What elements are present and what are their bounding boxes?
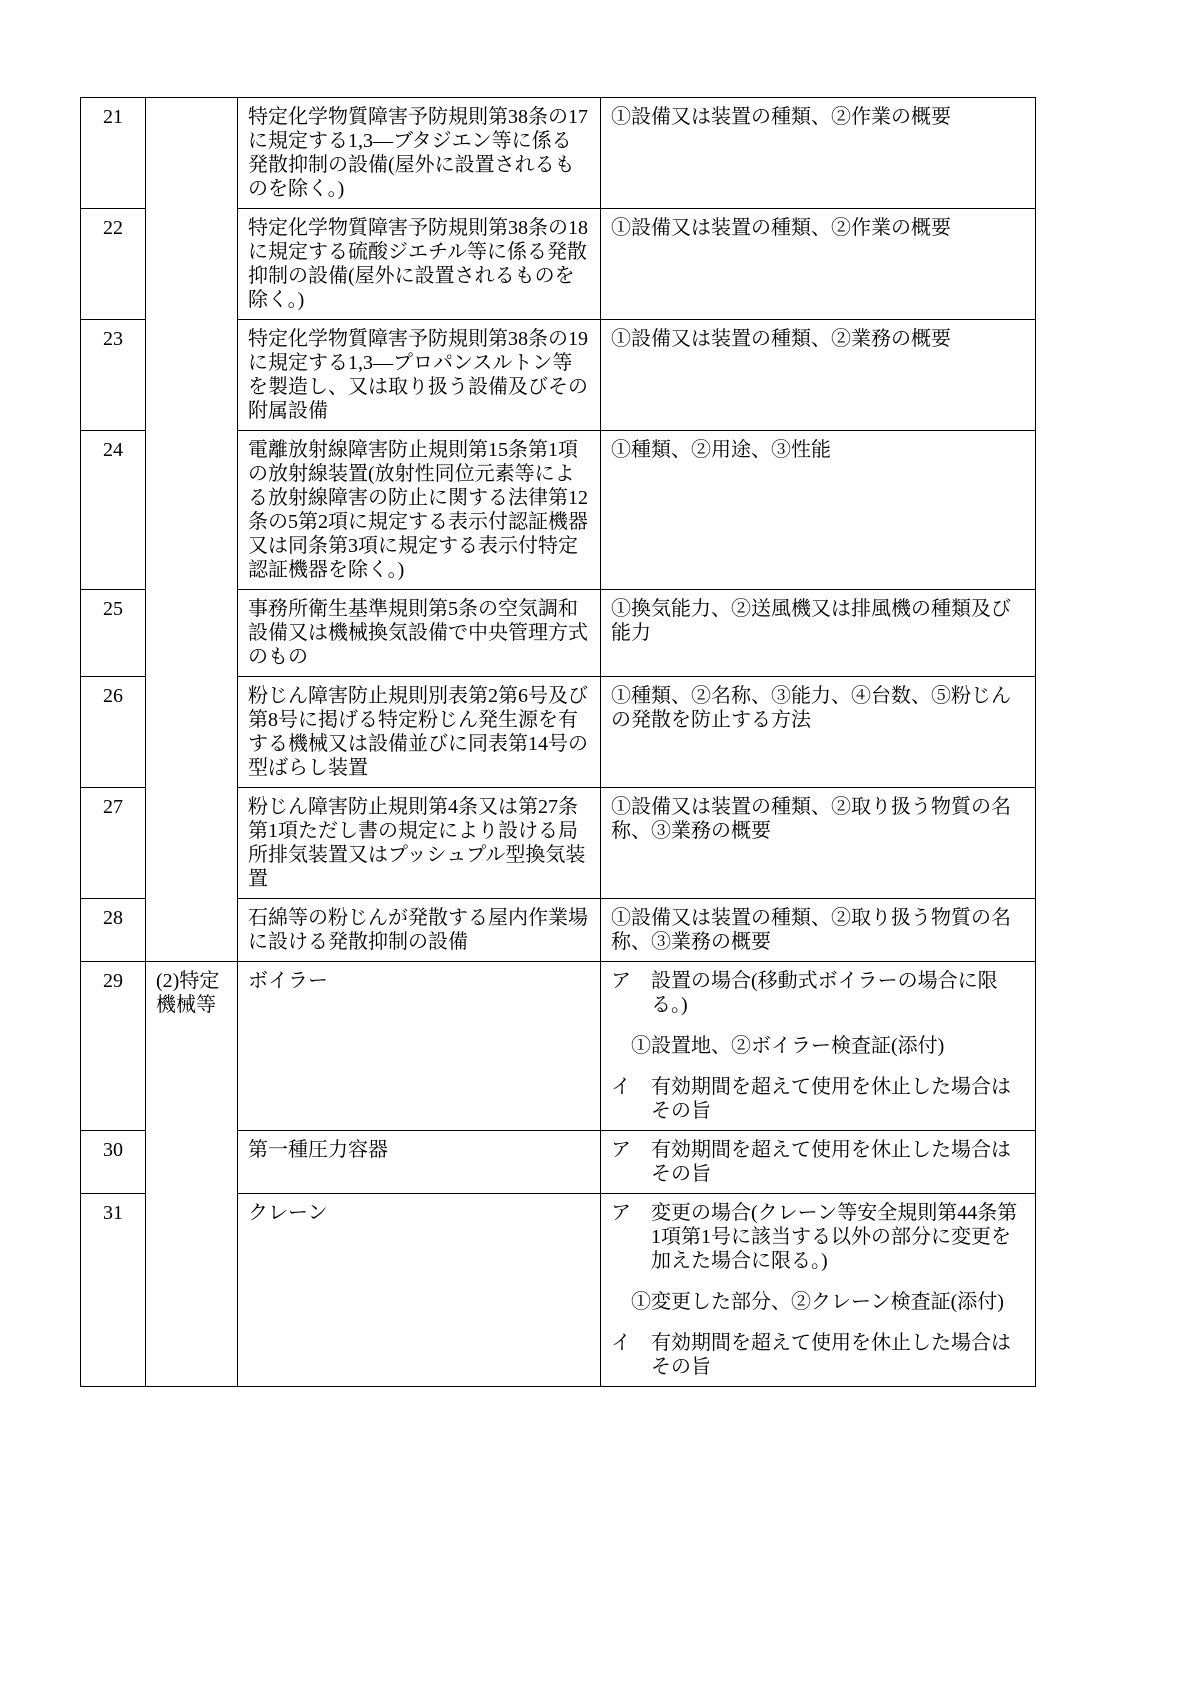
requirements-cell <box>601 431 1036 590</box>
item-cell: 特定化学物質障害予防規則第38条の17に規定する1,3―ブタジエン等に係る発散抑制の設備(屋外に設置されるものを除く。) <box>238 98 601 209</box>
requirement-paragraph: ①変更した部分、②クレーン検査証(添付) <box>631 1291 1004 1313</box>
row-number: 28 <box>81 899 146 962</box>
row-number: 21 <box>81 98 146 209</box>
category-cell <box>146 98 238 962</box>
requirement-paragraph: ①設備又は装置の種類、②取り扱う物質の名称、③業務の概要 <box>611 907 1011 953</box>
requirement-paragraph: ①設置地、②ボイラー検査証(添付) <box>631 1035 945 1057</box>
table-row <box>81 962 1036 1131</box>
row-number: 31 <box>81 1194 146 1387</box>
requirement-paragraph: ①種類、②名称、③能力、④台数、⑤粉じんの発散を防止する方法 <box>611 685 1011 731</box>
row-number: 29 <box>81 962 146 1131</box>
requirements-cell <box>601 677 1036 788</box>
category-cell: (2)特定機械等 <box>146 962 238 1387</box>
item-cell: 電離放射線障害防止規則第15条第1項の放射線装置(放射性同位元素等による放射線障害の防止に関する法律第12条の5第2項に規定する表示付認証機器又は同条第3項に規定する表示付特定認証機器を除く。) <box>238 431 601 590</box>
requirements-cell <box>601 209 1036 320</box>
requirement-paragraph: ①設備又は装置の種類、②作業の概要 <box>611 217 951 239</box>
item-cell: 石綿等の粉じんが発散する屋内作業場に設ける発散抑制の設備 <box>238 899 601 962</box>
row-number: 22 <box>81 209 146 320</box>
row-number: 26 <box>81 677 146 788</box>
requirement-paragraph: ①設備又は装置の種類、②取り扱う物質の名称、③業務の概要 <box>611 796 1011 842</box>
requirements-cell <box>601 320 1036 431</box>
item-cell: 粉じん障害防止規則別表第2第6号及び第8号に掲げる特定粉じん発生源を有する機械又は設備並びに同表第14号の型ばらし装置 <box>238 677 601 788</box>
requirements-cell <box>601 98 1036 209</box>
requirement-paragraph: ①設備又は装置の種類、②作業の概要 <box>611 106 951 128</box>
requirement-paragraph: ①換気能力、②送風機又は排風機の種類及び能力 <box>611 598 1011 644</box>
row-number: 30 <box>81 1131 146 1194</box>
item-cell: 粉じん障害防止規則第4条又は第27条第1項ただし書の規定により設ける局所排気装置又はプッシュプル型換気装置 <box>238 788 601 899</box>
row-number: 24 <box>81 431 146 590</box>
requirements-cell <box>601 899 1036 962</box>
requirements-cell <box>601 962 1036 1131</box>
item-cell: ボイラー <box>238 962 601 1131</box>
item-cell: 特定化学物質障害予防規則第38条の18に規定する硫酸ジエチル等に係る発散抑制の設備(屋外に設置されるものを除く。) <box>238 209 601 320</box>
requirements-cell <box>601 590 1036 677</box>
item-cell: 事務所衛生基準規則第5条の空気調和設備又は機械換気設備で中央管理方式のもの <box>238 590 601 677</box>
row-number: 25 <box>81 590 146 677</box>
requirement-paragraph: イ 有効期間を超えて使用を休止した場合はその旨 <box>611 1076 1011 1122</box>
row-number: 27 <box>81 788 146 899</box>
table-row <box>81 98 1036 209</box>
table-body <box>81 98 1036 1387</box>
requirements-cell <box>601 788 1036 899</box>
item-cell: クレーン <box>238 1194 601 1387</box>
regulation-table <box>80 97 1036 1387</box>
requirement-paragraph: イ 有効期間を超えて使用を休止した場合はその旨 <box>611 1332 1011 1378</box>
requirement-paragraph: ①設備又は装置の種類、②業務の概要 <box>611 328 951 350</box>
item-cell: 特定化学物質障害予防規則第38条の19に規定する1,3―プロパンスルトン等を製造し、又は取り扱う設備及びその附属設備 <box>238 320 601 431</box>
requirement-paragraph: ア 有効期間を超えて使用を休止した場合はその旨 <box>611 1139 1011 1185</box>
requirement-paragraph: ①種類、②用途、③性能 <box>611 439 831 461</box>
requirements-cell <box>601 1194 1036 1387</box>
requirements-cell <box>601 1131 1036 1194</box>
requirement-paragraph: ア 変更の場合(クレーン等安全規則第44条第1項第1号に該当する以外の部分に変更を加えた場合に限る。) <box>611 1202 1018 1272</box>
requirement-paragraph: ア 設置の場合(移動式ボイラーの場合に限る。) <box>611 970 998 1016</box>
item-cell: 第一種圧力容器 <box>238 1131 601 1194</box>
row-number: 23 <box>81 320 146 431</box>
